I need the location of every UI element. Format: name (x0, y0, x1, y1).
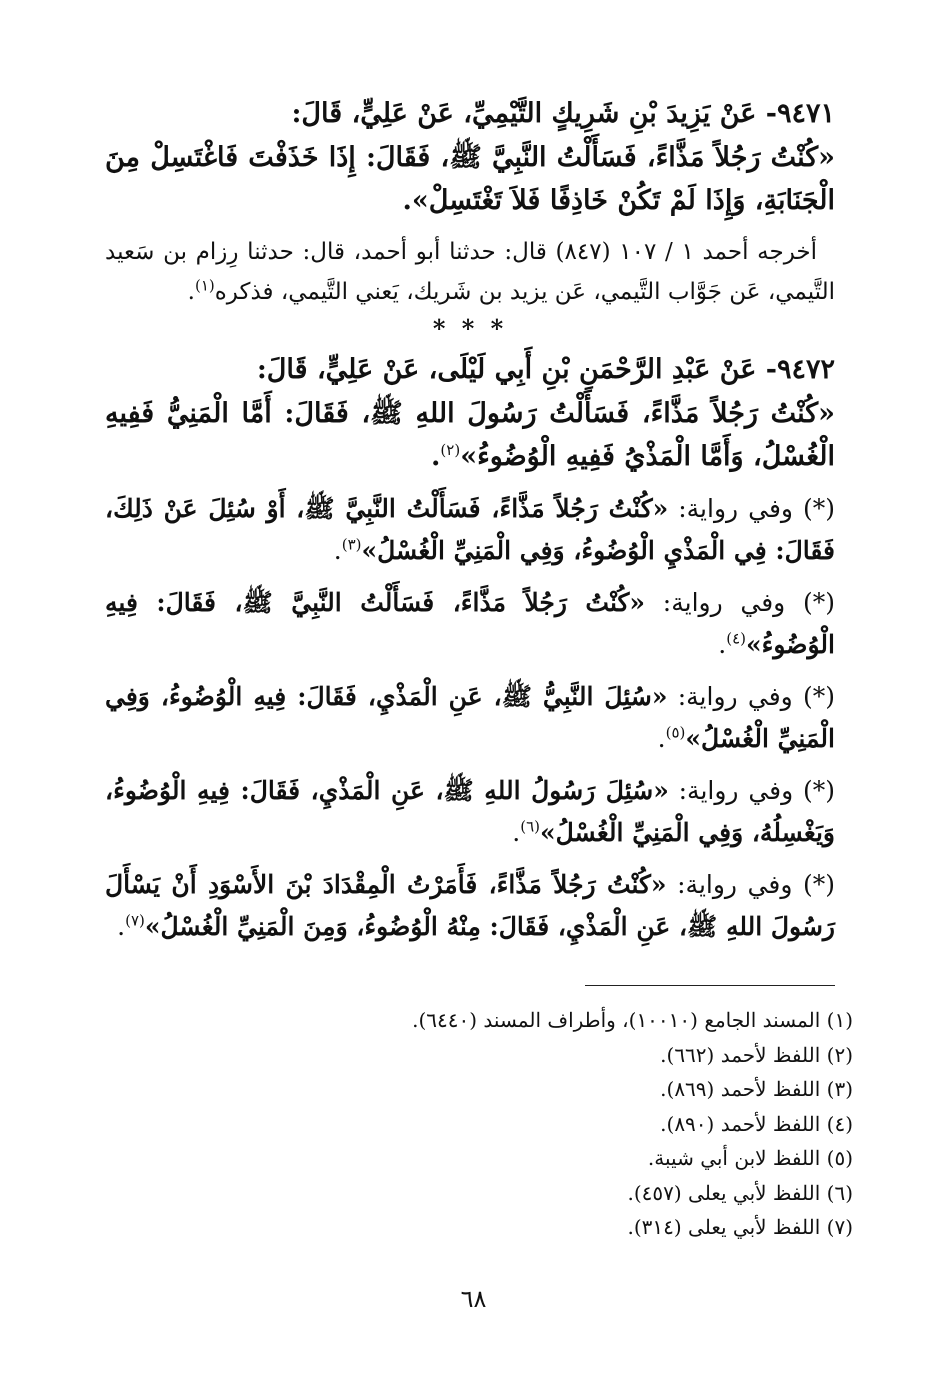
riwaya-intro: (*) وفي رواية: (667, 682, 835, 711)
footnote-ref: (١) (194, 276, 215, 295)
takhrij-9471 (105, 232, 835, 312)
footnotes (105, 1003, 853, 1245)
page-body (105, 92, 835, 958)
riwaya-text: «كُنْتُ رَجُلاً مَذَّاءً، فَسَأَلْتُ النَّبِيَّ ﷺ، أَوْ سُئِلَ عَنْ ذَلِكَ، فَقَالَ: فِي الْمَذْيِ الْوُضُوءُ، وَفِي الْمَنِيِّ الْغُسْلُ» (105, 494, 835, 565)
riwaya-text: «سُئِلَ رَسُولُ اللهِ ﷺ، عَنِ الْمَذْيِ، فَقَالَ: فِيهِ الْوُضُوءُ، وَيَغْسِلُهُ، وَفِي الْمَنِيِّ الْغُسْلُ» (105, 776, 835, 847)
riwaya-intro: (*) وفي رواية: (668, 776, 835, 805)
footnote-3: (٣) اللفظ لأحمد (٨٦٩). (660, 1077, 853, 1101)
footnote-ref: (٦) (520, 817, 540, 836)
section-separator: * * * (432, 314, 508, 343)
riwaya-text: «كُنْتُ رَجُلاً مَذَّاءً، فَأَمَرْتُ الْمِقْدَادَ بْنَ الأَسْوَدِ أَنْ يَسْأَلَ رَسُولَ اللهِ ﷺ، عَنِ الْمَذْيِ، فَقَالَ: مِنْهُ الْوُضُوءُ، وَمِنَ الْمَنِيِّ الْغُسْلُ» (105, 870, 835, 941)
entry-heading-9471: ٩٤٧١- عَنْ يَزِيدَ بْنِ شَرِيكٍ التَّيْمِيِّ، عَنْ عَلِيٍّ، قَالَ: (291, 98, 835, 129)
riwaya-2 (105, 582, 835, 666)
riwaya-text: «كُنْتُ رَجُلاً مَذَّاءً، فَسَأَلْتُ النَّبِيَّ ﷺ، فَقَالَ: فِيهِ الْوُضُوءُ» (105, 588, 835, 659)
footnote-ref: (٢) (440, 441, 461, 459)
footnote-ref: (٥) (665, 723, 686, 742)
riwaya-intro: (*) وفي رواية: (668, 494, 835, 523)
footnote-7: (٧) اللفظ لأبي يعلى (٣١٤). (627, 1215, 853, 1239)
footnote-5: (٥) اللفظ لابن أبي شيبة. (647, 1146, 853, 1170)
text-end: . (431, 441, 441, 472)
entry-text-9471 (105, 136, 835, 222)
takhrij-text: أخرجه أحمد ١ / ١٠٧ (٨٤٧) قال: حدثنا أبو أحمد، قال: حدثنا رِزام بن سَعيد التَّيمي، عَن جَوَّاب التَّيمي، عَن يزيد بن شَريك، يَعني التَّيمي، فذكره (105, 239, 835, 305)
riwaya-5 (105, 864, 835, 948)
footnote-4: (٤) اللفظ لأحمد (٨٩٠). (660, 1111, 853, 1136)
riwaya-end: . (718, 630, 727, 659)
takhrij-end: . (187, 279, 195, 305)
riwaya-end: . (117, 912, 126, 941)
hadith-text: «كُنْتُ رَجُلاً مَذَّاءً، فَسَأَلْتُ رَسُولَ اللهِ ﷺ، فَقَالَ: أَمَّا الْمَنِيُّ فَفِيهِ الْغُسْلُ، وَأَمَّا الْمَذْيُ فَفِيهِ الْوُضُوءُ» (105, 398, 835, 472)
entry-heading-9472: ٩٤٧٢- عَنْ عَبْدِ الرَّحْمَنِ بْنِ أَبِي لَيْلَى، عَنْ عَلِيٍّ، قَالَ: (256, 354, 835, 385)
footnote-1: (١) المسند الجامع (١٠٠١٠)، وأطراف المسند (٦٤٤٠). (412, 1008, 853, 1032)
riwaya-end: . (333, 536, 342, 565)
riwaya-intro: (*) وفي رواية: (666, 870, 835, 899)
footnote-divider (585, 985, 835, 986)
footnote-ref: (٤) (726, 629, 746, 648)
riwaya-1 (105, 488, 835, 572)
riwaya-text: «سُئِلَ النَّبِيُّ ﷺ، عَنِ الْمَذْيِ، فَقَالَ: فِيهِ الْوُضُوءُ، وَفِي الْمَنِيِّ الْغُسْلُ» (105, 682, 835, 753)
footnote-2: (٢) اللفظ لأحمد (٦٦٢). (660, 1042, 853, 1067)
footnote-ref: (٣) (341, 535, 362, 554)
riwaya-intro: (*) وفي رواية: (645, 588, 835, 617)
riwaya-4 (105, 770, 835, 854)
riwaya-3 (105, 676, 835, 760)
footnote-6: (٦) اللفظ لأبي يعلى (٤٥٧). (627, 1180, 853, 1205)
page-number: ٦٨ (460, 1285, 487, 1313)
riwaya-end: . (512, 818, 521, 847)
riwaya-end: . (657, 724, 666, 753)
hadith-text: «كُنْتُ رَجُلاً مَذَّاءً، فَسَأَلْتُ النَّبِيَّ ﷺ، فَقَالَ: إِذَا خَذَفْتَ فَاغْتَسِلْ مِنَ الْجَنَابَةِ، وَإِذَا لَمْ تَكُنْ خَاذِفًا فَلاَ تَغْتَسِلْ». (105, 142, 835, 216)
entry-text-9472 (105, 392, 835, 478)
footnote-ref: (٧) (125, 911, 145, 930)
